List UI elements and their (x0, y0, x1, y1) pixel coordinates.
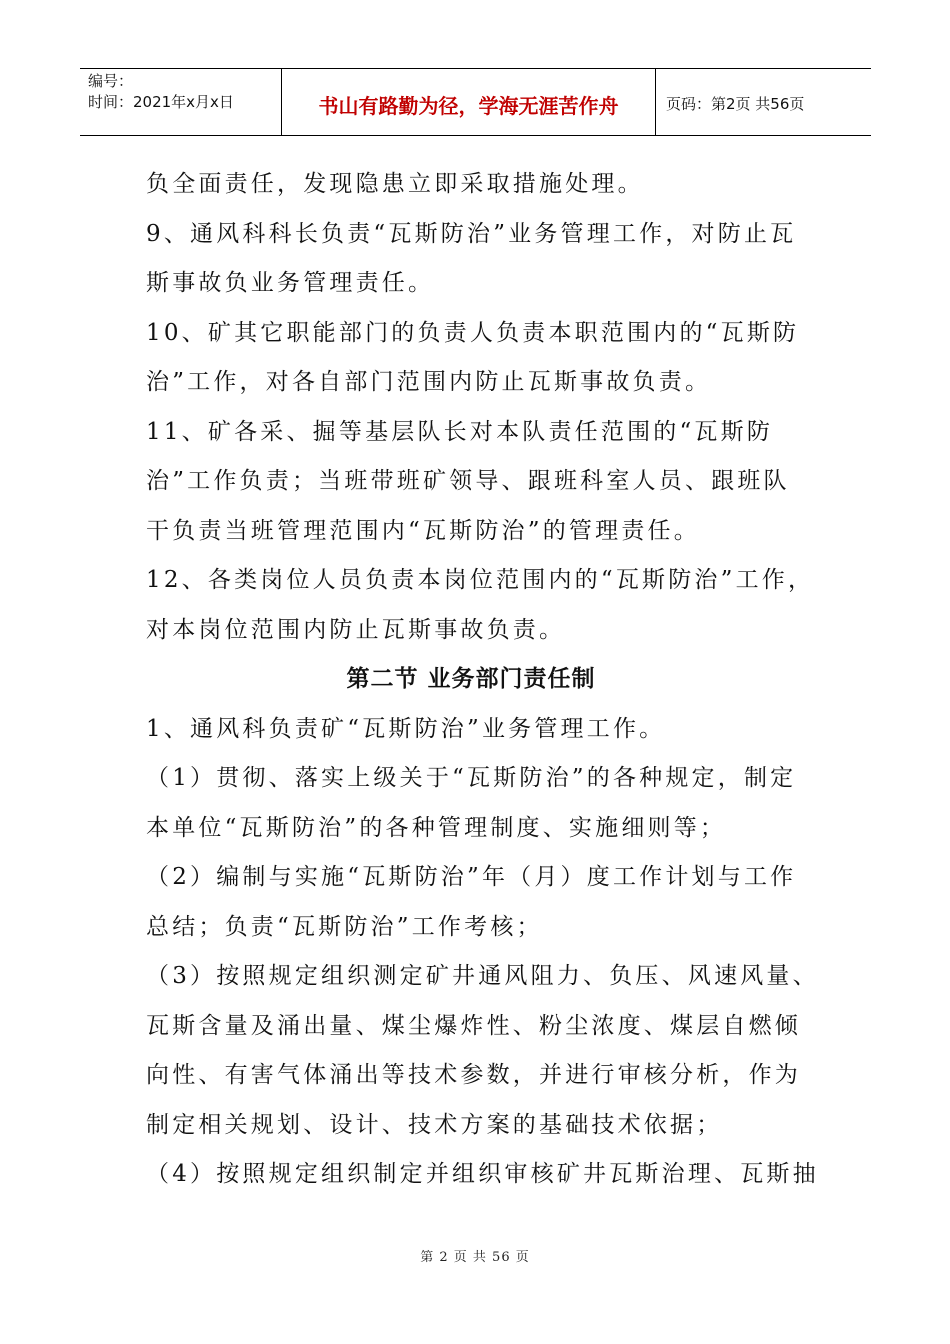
page-footer: 第 2 页 共 56 页 (420, 1250, 530, 1265)
header-meta (80, 69, 282, 135)
body-line: 治”工作负责；当班带班矿领导、跟班科室人员、跟班队 (146, 468, 790, 494)
page-header (80, 68, 871, 136)
header-page-info: 页码：第2页 共56页 (666, 94, 805, 113)
body-line: 斯事故负业务管理责任。 (146, 270, 435, 296)
body-line: 本单位“瓦斯防治”的各种管理制度、实施细则等； (146, 814, 727, 841)
document-body (146, 160, 826, 1200)
body-line: 向性、有害气体涌出等技术参数，并进行审核分析，作为 (146, 1062, 801, 1088)
header-motto: 书山有路勤为径，学海无涯苦作舟 (282, 69, 656, 135)
body-line: 负全面责任，发现隐患立即采取措施处理。 (146, 171, 644, 197)
body-line: （3）按照规定组织测定矿井通风阻力、负压、风速风量、 (146, 963, 819, 989)
body-line: 总结；负责“瓦斯防治”工作考核； (146, 913, 543, 940)
body-line: 治”工作，对各自部门范围内防止瓦斯事故负责。 (146, 369, 712, 395)
body-line: 11、矿各采、掘等基层队长对本队责任范围的“瓦斯防 (146, 418, 774, 445)
body-line: （4）按照规定组织制定并组织审核矿井瓦斯治理、瓦斯抽 (146, 1161, 819, 1187)
body-line: 干负责当班管理范围内“瓦斯防治”的管理责任。 (146, 517, 700, 544)
body-line: 制定相关规划、设计、技术方案的基础技术依据； (146, 1111, 723, 1138)
body-line: 10、矿其它职能部门的负责人负责本职范围内的“瓦斯防 (146, 319, 800, 346)
doc-time: 时间：2021年x月x日 (88, 93, 234, 111)
body-line: 瓦斯含量及涌出量、煤尘爆炸性、粉尘浓度、煤层自燃倾 (146, 1012, 801, 1039)
body-line: （2）编制与实施“瓦斯防治”年（月）度工作计划与工作 (146, 864, 797, 890)
body-line: 9、通风科科长负责“瓦斯防治”业务管理工作，对防止瓦 (146, 220, 797, 247)
section-title: 第二节 业务部门责任制 (346, 666, 596, 692)
body-line: 对本岗位范围内防止瓦斯事故负责。 (146, 616, 566, 643)
body-line: （1）贯彻、落实上级关于“瓦斯防治”的各种规定，制定 (146, 765, 797, 791)
doc-number-label: 编号： (88, 72, 134, 90)
body-line: 12、各类岗位人员负责本岗位范围内的“瓦斯防治”工作， (146, 567, 815, 593)
body-line: 1、通风科负责矿“瓦斯防治”业务管理工作。 (146, 715, 666, 742)
